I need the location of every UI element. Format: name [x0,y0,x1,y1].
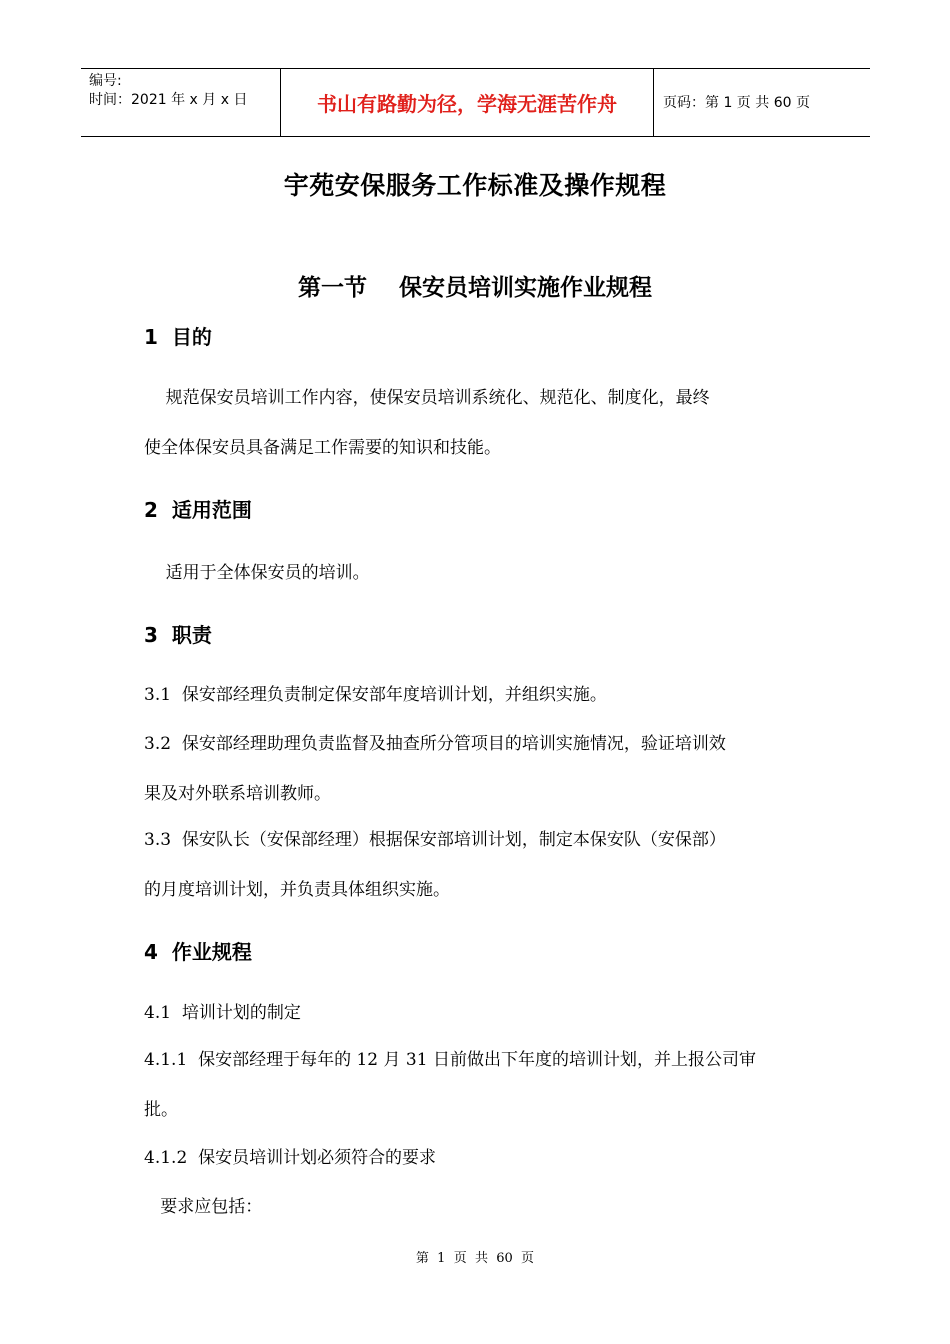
paragraph-purpose-line1: 规范保安员培训工作内容，使保安员培训系统化、规范化、制度化，最终 [144,388,710,408]
heading-scope: 2 适用范围 [144,498,252,522]
paragraph-duty-3-3-line2: 的月度培训计划，并负责具体组织实施。 [144,880,450,900]
document-title: 宇苑安保服务工作标准及操作规程 [283,171,667,200]
header-page-cell [654,69,870,136]
paragraph-proc-4-1-1-line1: 4.1.1 保安部经理于每年的 12 月 31 日前做出下年度的培训计划，并上报公司审 [144,1050,756,1070]
section-title: 第一节 保安员培训实施作业规程 [297,275,653,301]
header-motto-cell [281,69,654,136]
heading-duties: 3 职责 [144,623,212,647]
paragraph-duty-3-1: 3.1 保安部经理负责制定保安部年度培训计划，并组织实施。 [144,685,607,705]
paragraph-scope: 适用于全体保安员的培训。 [144,563,370,583]
paragraph-proc-4-1: 4.1 培训计划的制定 [144,1003,301,1023]
paragraph-requirements-intro: 要求应包括： [144,1197,263,1217]
header-meta-cell [81,69,281,136]
paragraph-proc-4-1-2: 4.1.2 保安员培训计划必须符合的要求 [144,1148,437,1168]
paragraph-duty-3-3-line1: 3.3 保安队长（安保部经理）根据保安部培训计划，制定本保安队（安保部） [144,830,726,850]
heading-purpose: 1 目的 [144,325,212,349]
page-footer: 第 1 页 共 60 页 [415,1251,535,1266]
paragraph-proc-4-1-1-line2: 批。 [144,1100,178,1120]
paragraph-duty-3-2-line1: 3.2 保安部经理助理负责监督及抽查所分管项目的培训实施情况，验证培训效 [144,734,726,754]
paragraph-purpose-line2: 使全体保安员具备满足工作需要的知识和技能。 [144,438,501,458]
header-motto: 书山有路勤为径，学海无涯苦作舟 [317,92,617,116]
paragraph-duty-3-2-line2: 果及对外联系培训教师。 [144,784,331,804]
document-number-label: 编号: [89,73,122,89]
header-page-info: 页码：第 1 页 共 60 页 [663,94,810,111]
document-header [81,68,870,137]
document-date: 时间：2021 年 x 月 x 日 [89,92,248,108]
heading-procedure: 4 作业规程 [144,940,252,964]
